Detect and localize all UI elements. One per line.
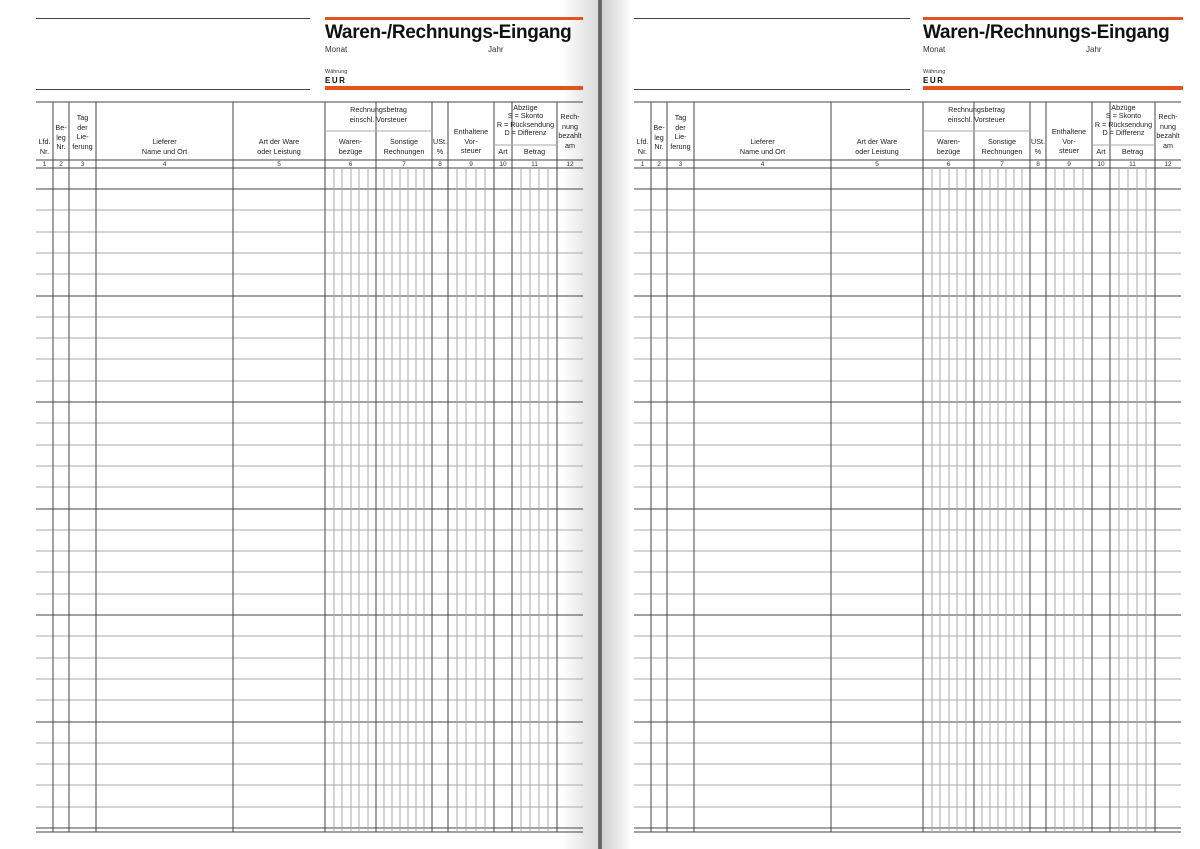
month-label: Monat: [325, 45, 348, 54]
column-number: 7: [402, 161, 406, 168]
header-beleg-nr: Be- leg Nr.: [653, 123, 665, 152]
column-number: 2: [657, 161, 661, 168]
header-abzuege: Abzüge S = Skonto R = Rücksendung D = Differenz: [496, 103, 555, 138]
column-number: 3: [80, 161, 85, 168]
column-number: 6: [348, 161, 353, 168]
header-art: Art: [498, 147, 508, 156]
currency-label: Währung: [325, 69, 348, 75]
header-betrag: Betrag: [523, 147, 546, 156]
header-rechnungsbetrag: Rechnungsbetrag einschl. Vorsteuer: [947, 105, 1006, 124]
header-abzuege: Abzüge S = Skonto R = Rücksendung D = Differenz: [1094, 103, 1153, 138]
header-lfd-nr: Lfd. Nr.: [636, 137, 649, 156]
header-vorsteuer: Enthaltene Vor- steuer: [453, 127, 489, 156]
currency-label: Währung: [923, 69, 946, 75]
header-art-ware: Art der Ware oder Leistung: [855, 137, 899, 156]
right-page: [602, 0, 1200, 849]
column-number: 12: [1164, 161, 1172, 168]
column-number: 9: [1067, 161, 1071, 168]
header-warenbezuege: Waren- bezüge: [936, 137, 961, 156]
column-number: 5: [875, 161, 879, 168]
header-bezahlt: Rech- nung bezahlt am: [558, 112, 582, 150]
header-sonstige: Sonstige Rechnungen: [383, 137, 425, 156]
column-number: 6: [946, 161, 951, 168]
form-title: Waren-/Rechnungs-Eingang: [923, 22, 1170, 43]
column-number: 8: [438, 161, 442, 168]
column-number: 7: [1000, 161, 1004, 168]
header-vorsteuer: Enthaltene Vor- steuer: [1051, 127, 1087, 156]
column-number: 1: [640, 161, 645, 168]
header-rechnungsbetrag: Rechnungsbetrag einschl. Vorsteuer: [349, 105, 408, 124]
column-number: 10: [1097, 161, 1105, 168]
year-label: Jahr: [1086, 45, 1102, 54]
currency-value: EUR: [923, 76, 945, 85]
header-lieferer: Lieferer Name und Ort: [141, 137, 188, 156]
column-number: 2: [59, 161, 63, 168]
column-number: 4: [162, 161, 167, 168]
header-lieferer: Lieferer Name und Ort: [739, 137, 786, 156]
column-number: 10: [499, 161, 507, 168]
column-number: 4: [760, 161, 765, 168]
column-number: 5: [277, 161, 281, 168]
header-ust: USt. %: [1031, 137, 1045, 156]
column-number: 11: [1129, 161, 1136, 168]
header-beleg-nr: Be- leg Nr.: [55, 123, 67, 152]
header-sonstige: Sonstige Rechnungen: [981, 137, 1023, 156]
header-lfd-nr: Lfd. Nr.: [38, 137, 51, 156]
column-number: 9: [469, 161, 473, 168]
header-tag-lieferung: Tag der Lie- ferung: [72, 113, 93, 151]
header-warenbezuege: Waren- bezüge: [338, 137, 363, 156]
currency-value: EUR: [325, 76, 347, 85]
form-title: Waren-/Rechnungs-Eingang: [325, 22, 572, 43]
left-page: [0, 0, 598, 849]
header-art-ware: Art der Ware oder Leistung: [257, 137, 301, 156]
header-ust: USt. %: [433, 137, 447, 156]
header-tag-lieferung: Tag der Lie- ferung: [670, 113, 691, 151]
header-bezahlt: Rech- nung bezahlt am: [1156, 112, 1180, 150]
year-label: Jahr: [488, 45, 504, 54]
header-betrag: Betrag: [1121, 147, 1144, 156]
column-number: 3: [678, 161, 683, 168]
month-label: Monat: [923, 45, 946, 54]
column-number: 12: [566, 161, 574, 168]
column-number: 11: [531, 161, 538, 168]
column-number: 8: [1036, 161, 1040, 168]
header-art: Art: [1096, 147, 1106, 156]
column-number: 1: [42, 161, 47, 168]
